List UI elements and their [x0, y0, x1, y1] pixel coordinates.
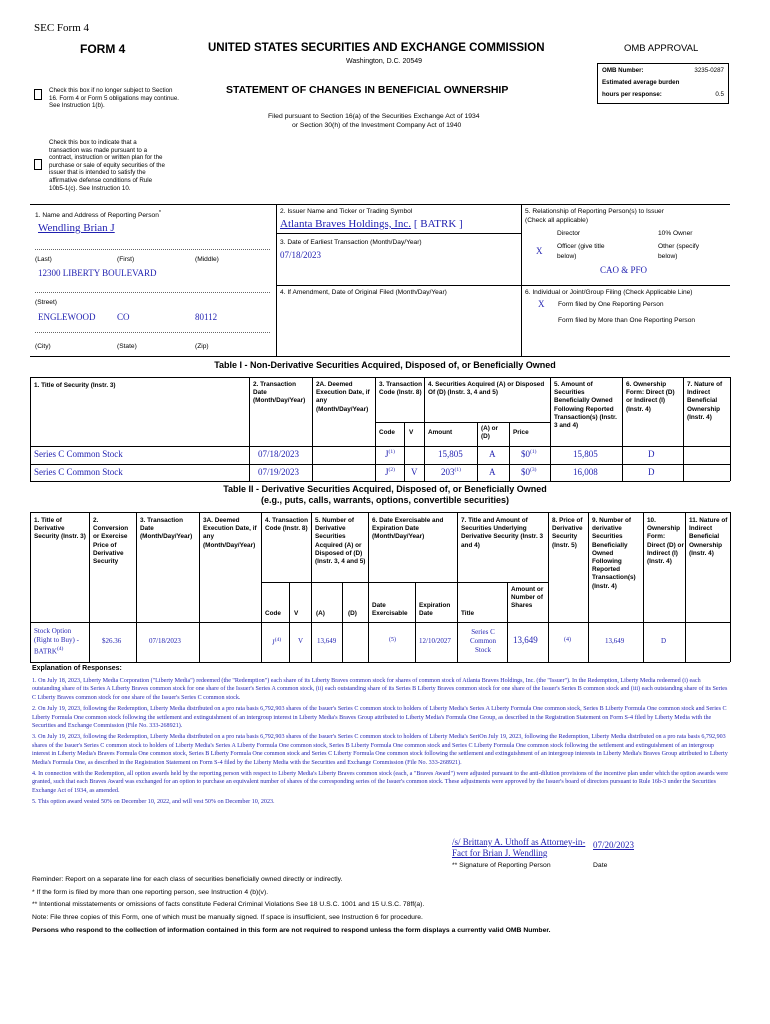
- signature-name: /s/ Brittany A. Uthoff as Attorney-in-Fact for Brian J. Wendling: [452, 837, 586, 858]
- filed-pursuant-1: Filed pursuant to Section 16(a) of the Securities Exchange Act of 1934: [268, 113, 480, 120]
- middle-label: (Middle): [195, 256, 219, 263]
- t2-h1: 1. Title of Derivative Security (Instr. 3): [34, 517, 86, 541]
- explanation-item-3: 3. On July 19, 2023, following the Redemption, Liberty Media distributed on a pro rata basis 6,792,903 shares of the Issuer's Series C common stock to holders of Liberty Media's SeriOn July 19, 2023, following the Redemption, Liberty Media distributed on a pro rata basis 6,792,903 shares of the Issuer's Series C common stock to holders of Liberty Media's Series A Liberty Formula One common stock, Series B Liberty Formula One common stock and Series C Liberty Formula One common stock following the settlement and extinguishment of an intergroup interest in Liberty Media's Braves Formula One common stock, Series B Liberty Formula One common stock and Series C Liberty Formula One common stock following the settlement and extinguishment of an intergroup interests in Liberty Media's Braves Group attributed to Liberty Media's Formula One, as described in the Registration Statement on Form S-4 filed by the Liberty Media with the Securities and Exchange Commission (File No. 333-268921).: [32, 734, 728, 766]
- director-option[interactable]: Director: [557, 230, 581, 237]
- t2-v-header: V: [294, 610, 299, 617]
- issuer-name[interactable]: Atlanta Braves Holdings, Inc. [ BATRK ]: [280, 218, 463, 230]
- t2-r1-underlying-title: Series C Common Stock: [469, 628, 497, 654]
- reporting-person-name[interactable]: Wendling Brian J: [38, 222, 115, 234]
- t1-v-header: V: [409, 429, 414, 436]
- checkbox2-text: Check this box to indicate that a transaction was made pursuant to a contract, instruction or written plan for the purchase or sale of equity securities of the issuer that is intended to satisfy the affirmative defense conditions of Rule 10b5-1(c). See Instruction 10.: [49, 139, 165, 192]
- earliest-date: 07/18/2023: [280, 250, 322, 260]
- t1-h6: 6. Ownership Form: Direct (D) or Indirect (I) (Instr. 4): [626, 381, 675, 413]
- table2-title: Table II - Derivative Securities Acquired, Disposed of, or Beneficially Owned: [223, 484, 547, 494]
- t2-h6: 6. Date Exercisable and Expiration Date (Month/Day/Year): [372, 517, 444, 541]
- t1-r2-price: $0$^{(3)}$: [521, 467, 537, 477]
- t2-h5: 5. Number of Derivative Securities Acquired (A) or Disposed of (D) (Instr. 3, 4 and 5): [315, 517, 366, 566]
- t1-r2-v: V: [411, 467, 418, 477]
- t2-r1-price8: (4): [564, 637, 571, 643]
- t2-r1-title: Stock Option (Right to Buy) - BATRK$^{(4)}$: [34, 627, 79, 656]
- burden-label: Estimated average burden: [602, 79, 680, 86]
- amendment-label: 4. If Amendment, Date of Original Filed (Month/Day/Year): [280, 289, 447, 296]
- t1-h2: 2. Transaction Date (Month/Day/Year): [253, 381, 306, 405]
- t1-r2-ad: A: [489, 467, 496, 477]
- t2-exercisable-header: Date Exercisable: [372, 602, 408, 618]
- t1-r1-date: 07/18/2023: [258, 449, 300, 459]
- t2-d-header: (D): [348, 610, 357, 617]
- t2-h2: 2. Conversion or Exercise Price of Derivative Security: [93, 517, 129, 566]
- t2-h9: 9. Number of derivative Securities Beneficially Owned Following Reported Transaction(s) (Instr. 4): [592, 517, 636, 590]
- t2-amount-shares-header: Amount or Number of Shares: [511, 586, 544, 610]
- omb-approval-title: OMB APPROVAL: [624, 43, 699, 54]
- state-value: CO: [117, 312, 130, 322]
- filing-mark: X: [538, 299, 545, 309]
- omb-number-label: OMB Number:: [602, 67, 644, 74]
- officer-option[interactable]: Officer (give title below): [557, 243, 605, 260]
- t1-r1-owned: 15,805: [573, 449, 598, 459]
- t1-r1-ad: A: [489, 449, 496, 459]
- t1-r1-form: D: [648, 449, 655, 459]
- t1-h1: 1. Title of Security (Instr. 3): [34, 382, 116, 389]
- officer-mark: X: [536, 246, 543, 256]
- issuer-label: 2. Issuer Name and Ticker or Trading Symbol: [280, 208, 413, 215]
- t1-r1-price: $0$^{(1)}$: [521, 449, 537, 459]
- checkbox1-text: Check this box if no longer subject to Section 16. Form 4 or Form 5 obligations may continue. See Instruction 1(b).: [49, 87, 179, 110]
- t2-r1-price: $26.36: [102, 637, 122, 645]
- t1-h5: 5. Amount of Securities Beneficially Owned Following Reported Transaction(s) (Instr. 3 and 4): [554, 381, 617, 430]
- t1-r2-title: Series C Common Stock: [34, 467, 123, 477]
- t1-h4: 4. Securities Acquired (A) or Disposed Of (D) (Instr. 3, 4 and 5): [428, 381, 545, 397]
- t2-r1-owned: 13,649: [605, 637, 625, 645]
- relationship-label: 5. Relationship of Reporting Person(s) to Issuer: [525, 208, 664, 215]
- t2-expiration-header: Expiration Date: [419, 602, 451, 618]
- signature-date: 07/20/2023: [593, 840, 635, 850]
- table2-subtitle: (e.g., puts, calls, warrants, options, convertible securities): [260, 495, 510, 505]
- t2-h8: 8. Price of Derivative Security (Instr. 5): [552, 517, 583, 549]
- relationship-sub: (Check all applicable): [525, 217, 589, 224]
- footer-note-1: * If the form is filed by more than one reporting person, see Instruction 4 (b)(v).: [32, 889, 269, 896]
- street-label: (Street): [35, 299, 57, 306]
- t1-r1-code: $J^{(1)}$: [385, 449, 395, 459]
- t2-r1-v: V: [298, 637, 304, 645]
- t1-r1-title: Series C Common Stock: [34, 449, 123, 459]
- t1-code-header: Code: [379, 429, 395, 436]
- sec-form-label: SEC Form 4: [34, 22, 90, 34]
- t2-h10: 10. Ownership Form: Direct (D) or Indirect (I) (Instr. 4): [647, 517, 684, 566]
- earliest-date-label: 3. Date of Earliest Transaction (Month/Day/Year): [280, 239, 422, 246]
- footer-reminder: Reminder: Report on a separate line for each class of securities beneficially owned directly or indirectly.: [32, 876, 343, 883]
- zip-label: (Zip): [195, 343, 209, 350]
- explanation-item-5: 5. This option award vested 50% on December 10, 2022, and will vest 50% on December 10, 2023.: [32, 799, 275, 806]
- filed-pursuant-2: or Section 30(h) of the Investment Company Act of 1940: [292, 122, 462, 129]
- footer-note-2: ** Intentional misstatements or omissions of facts constitute Federal Criminal Violations See 18 U.S.C. 1001 and 15 U.S.C. 78ff(a).: [32, 901, 425, 908]
- location: Washington, D.C. 20549: [346, 58, 423, 65]
- city-label: (City): [35, 343, 51, 350]
- t1-ad-header: (A) or (D): [481, 425, 499, 441]
- hours-value: 0.5: [715, 91, 724, 98]
- city-value: ENGLEWOOD: [38, 312, 96, 322]
- explanation-item-1: 1. On July 18, 2023, Liberty Media Corporation ("Liberty Media") redeemed (the "Redemption") each share of its Liberty Braves common stock for shares of common stock of Atlanta Braves Holdings, Inc. (the "Issuer"). In the Redemption, Liberty Media redeemed (i) each outstanding share of its Series A Liberty Braves common stock for one share of the Issuer's Series A common stock, (ii) each outstanding share of its Series B Liberty Braves common stock for one share of the Issuer's Series B common stock and (iii) each outstanding share of its Series C Liberty Braves common stock for one share of the Issuer's Series C common stock.: [32, 678, 728, 701]
- first-label: (First): [117, 256, 135, 263]
- explanation-list: [32, 677, 730, 810]
- reporting-person-label: 1. Name and Address of Reporting Person*: [35, 210, 162, 220]
- t1-r2-amount: 203$^{(1)}$: [441, 467, 461, 477]
- footer-note-3: Note: File three copies of this Form, one of which must be manually signed. If space is insufficient, see Instruction 6 for procedure.: [32, 914, 423, 921]
- t2-title-header: Title: [461, 610, 475, 617]
- t2-r1-a: 13,649: [317, 637, 337, 645]
- t1-r2-code: $J^{(2)}$: [385, 467, 395, 477]
- t2-r1-expiration: 12/10/2027: [419, 637, 451, 645]
- ten-pct-owner-option[interactable]: 10% Owner: [658, 230, 693, 237]
- t2-r1-date: 07/18/2023: [149, 637, 181, 645]
- other-option[interactable]: Other (specify below): [658, 243, 700, 260]
- omb-box: [597, 63, 729, 104]
- form-4-label: FORM 4: [80, 42, 126, 56]
- t2-r1-exercisable: (5): [389, 637, 396, 643]
- t2-code-header: Code: [265, 610, 281, 617]
- t2-a-header: (A): [316, 610, 325, 617]
- explanation-title: Explanation of Responses:: [32, 665, 122, 672]
- t2-r1-form: D: [661, 637, 667, 645]
- last-label: (Last): [35, 256, 52, 263]
- t2-h11: 11. Nature of Indirect Beneficial Ownership (Instr. 4): [689, 517, 728, 557]
- filing-label: 6. Individual or Joint/Group Filing (Check Applicable Line): [525, 289, 693, 296]
- t1-r2-date: 07/19/2023: [258, 467, 300, 477]
- date-label: Date: [593, 862, 608, 869]
- t2-r1-underlying-amount: 13,649: [513, 635, 538, 645]
- explanation-item-4: 4. In connection with the Redemption, all option awards held by the reporting person with respect to Liberty Media's Liberty Braves common stock (each, a "Braves Award") were adjusted pursuant to the anti-dilution provisions of the incentive plan under which the option awards were granted, such that each Braves Award was exchanged for an option to purchase an equivalent number of shares of the corresponding series of the Issuer's common stock. These adjustments were approved by the Issuer's board of directors pursuant to Rule 16b-3 under the Securities Exchange Act of 1934, as amended.: [32, 771, 728, 794]
- checkbox-10b5-1[interactable]: [34, 159, 42, 170]
- commission-title: UNITED STATES SECURITIES AND EXCHANGE COMMISSION: [208, 42, 545, 54]
- hours-label: hours per response:: [602, 91, 662, 98]
- t1-h3: 3. Transaction Code (Instr. 8): [379, 381, 422, 397]
- one-person-option[interactable]: Form filed by One Reporting Person: [558, 301, 664, 308]
- table1-title: Table I - Non-Derivative Securities Acquired, Disposed of, or Beneficially Owned: [214, 360, 556, 370]
- state-label: (State): [117, 343, 137, 350]
- t1-price-header: Price: [513, 429, 529, 436]
- statement-title: STATEMENT OF CHANGES IN BENEFICIAL OWNERSHIP: [226, 84, 509, 96]
- t1-h2a: 2A. Deemed Execution Date, if any (Month/Day/Year): [316, 381, 370, 413]
- t2-r1-code: $J^{(4)}$: [272, 637, 282, 647]
- signature-label: ** Signature of Reporting Person: [452, 862, 551, 869]
- t1-amount-header: Amount: [428, 429, 453, 436]
- t1-r2-owned: 16,008: [573, 467, 598, 477]
- checkbox-no-longer-subject[interactable]: [34, 89, 42, 100]
- omb-number: 3235-0287: [694, 67, 724, 74]
- t2-h3: 3. Transaction Date (Month/Day/Year): [140, 517, 193, 541]
- officer-title: CAO & PFO: [600, 265, 648, 275]
- footer-note-4: Persons who respond to the collection of information contained in this form are not required to respond unless the form displays a currently valid OMB Number.: [32, 927, 551, 934]
- explanation-item-2: 2. On July 19, 2023, following the Redemption, Liberty Media distributed on a pro rata basis 6,792,903 shares of the Issuer's Series C common stock to holders of Liberty Media's Series A Liberty Formula One common stock, Series B Liberty Formula One common stock and Series C Liberty Formula One common stock following the settlement and extinguishment of an intergroup interest in Liberty Media's Braves Group attributed to Liberty Media's Formula One Group, as described in the Registration Statement on Form S-4 filed by Liberty Media with the Securities and Exchange Commission (File No. 333-268921).: [32, 706, 727, 730]
- t1-r1-amount: 15,805: [438, 449, 463, 459]
- zip-value: 80112: [195, 312, 218, 322]
- t2-h7: 7. Title and Amount of Securities Underlying Derivative Security (Instr. 3 and 4): [461, 517, 544, 549]
- t2-h4: 4. Transaction Code (Instr. 8): [265, 517, 308, 533]
- street-address: 12300 LIBERTY BOULEVARD: [38, 268, 157, 278]
- more-person-option[interactable]: Form filed by More than One Reporting Person: [558, 317, 696, 324]
- t2-h3a: 3A. Deemed Execution Date, if any (Month/Day/Year): [203, 517, 257, 549]
- t1-h7: 7. Nature of Indirect Beneficial Ownership (Instr. 4): [687, 381, 723, 421]
- t1-r2-form: D: [648, 467, 655, 477]
